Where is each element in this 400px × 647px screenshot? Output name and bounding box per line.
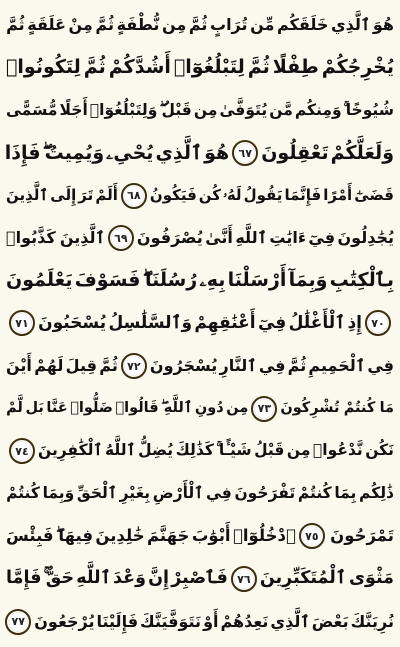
verse-line <box>6 515 394 558</box>
verse-line <box>6 302 394 345</box>
verse-text: مَثْوَى ٱلْمُتَكَبِّرِينَ <box>259 568 394 589</box>
verse-line <box>6 47 394 90</box>
verse-text: قَضَىٰٓ أَمْرًا فَإِنَّمَا يَقُولُ لَهُۥ كُن فَيَكُونُ <box>149 186 394 205</box>
ayah-number-marker: ٦٩ <box>108 225 134 251</box>
verse-line <box>6 600 394 643</box>
verse-text: أَلَمْ تَرَ إِلَى ٱلَّذِينَ <box>6 186 118 205</box>
verse-line <box>6 260 394 303</box>
verse-line <box>6 217 394 260</box>
ayah-number-marker: ٧١ <box>9 310 35 336</box>
ayah-number-marker: ٧٣ <box>251 396 277 422</box>
verse-line <box>6 4 394 47</box>
verse-text: يُخْرِجُكُمْ طِفْلًا ثُمَّ لِتَبْلُغُوٓا۟ أَشُدَّكُمْ ثُمَّ لِتَكُونُوا۟ <box>6 56 394 79</box>
ayah-number-marker: ٦٧ <box>232 140 258 166</box>
verse-line <box>6 387 394 430</box>
verse-text: إِذِ ٱلْأَغْلَٰلُ فِيٓ أَعْنَٰقِهِمْ وَٱلسَّلَٰسِلُ يُسْحَبُونَ <box>38 312 362 333</box>
ayah-number-marker: ٧٤ <box>9 438 35 464</box>
verse-text: هُوَ ٱلَّذِي خَلَقَكُم مِّن تُرَابٍ ثُمَّ مِن نُّطْفَةٍ ثُمَّ مِنْ عَلَقَةٍ ثُمَّ <box>6 15 394 35</box>
verse-text: مِن دُونِ ٱللَّهِ قَالُوا۟ ضَلُّوا۟ عَنَّا بَل لَّمْ <box>6 400 249 417</box>
verse-text: فَٱصْبِرْ إِنَّ وَعْدَ ٱللَّهِ حَقٌّ فَإِمَّا <box>6 568 228 589</box>
ayah-number-marker: ٧٢ <box>121 353 147 379</box>
verse-line <box>6 430 394 473</box>
ayah-number-marker: ٧٠ <box>365 310 391 336</box>
verse-line <box>6 174 394 217</box>
verse-text: نُرِيَنَّكَ بَعْضَ ٱلَّذِي نَعِدُهُمْ أَوْ نَتَوَفَّيَنَّكَ فَإِلَيْنَا يُرْجَعُونَ <box>34 611 394 631</box>
verse-line <box>6 345 394 388</box>
verse-text: هُوَ ٱلَّذِي يُحْىِۦ وَيُمِيتُ فَإِذَا <box>4 141 230 164</box>
verse-line <box>6 558 394 601</box>
ayah-number-marker: ٧٧ <box>5 609 31 635</box>
verse-line <box>6 132 394 175</box>
verse-text: ذَٰلِكُم بِمَا كُنتُمْ تَفْرَحُونَ فِي ٱلْأَرْضِ بِغَيْرِ ٱلْحَقِّ وَبِمَا كُنتُمْ <box>6 484 394 503</box>
verse-line <box>6 473 394 516</box>
verse-text: ٱلَّذِينَ كَذَّبُوا۟ <box>5 228 105 248</box>
verse-text: شُيُوخًا وَمِنكُم مَّن يُتَوَفَّىٰ مِن قَبْلُ وَلِتَبْلُغُوٓا۟ أَجَلًا مُّسَمًّى <box>6 100 394 119</box>
ayah-number-marker: ٧٦ <box>231 566 257 592</box>
verse-text: مَا كُنتُمْ تُشْرِكُونَ <box>280 400 394 417</box>
verse-lines <box>0 4 400 643</box>
ayah-number-marker: ٦٨ <box>121 183 147 209</box>
verse-text: يُجَٰدِلُونَ فِيٓ ءَايَٰتِ ٱللَّهِ أَنَّىٰ يُصْرَفُونَ <box>136 228 394 248</box>
verse-text: ٱدْخُلُوٓا۟ أَبْوَٰبَ جَهَنَّمَ خَٰلِدِينَ فِيهَا فَبِئْسَ <box>6 526 296 546</box>
verse-line <box>6 89 394 132</box>
verse-text: بِٱلْكِتَٰبِ وَبِمَآ أَرْسَلْنَا بِهِۦ رُسُلَنَا فَسَوْفَ يَعْلَمُونَ <box>6 269 394 292</box>
ayah-number-marker: ٧٥ <box>299 523 325 549</box>
verse-text: وَلَعَلَّكُمْ تَعْقِلُونَ <box>261 141 394 164</box>
verse-text: تَمْرَحُونَ <box>330 526 394 546</box>
verse-text: نَكُن نَّدْعُوا۟ مِن قَبْلُ شَيْـًٔا كَذَٰلِكَ يُضِلُّ ٱللَّهُ ٱلْكَٰفِرِينَ <box>38 441 394 460</box>
verse-text: فِي ٱلْحَمِيمِ ثُمَّ فِي ٱلنَّارِ يُسْجَرُونَ <box>149 356 394 376</box>
verse-text: ثُمَّ قِيلَ لَهُمْ أَيْنَ <box>6 356 118 376</box>
